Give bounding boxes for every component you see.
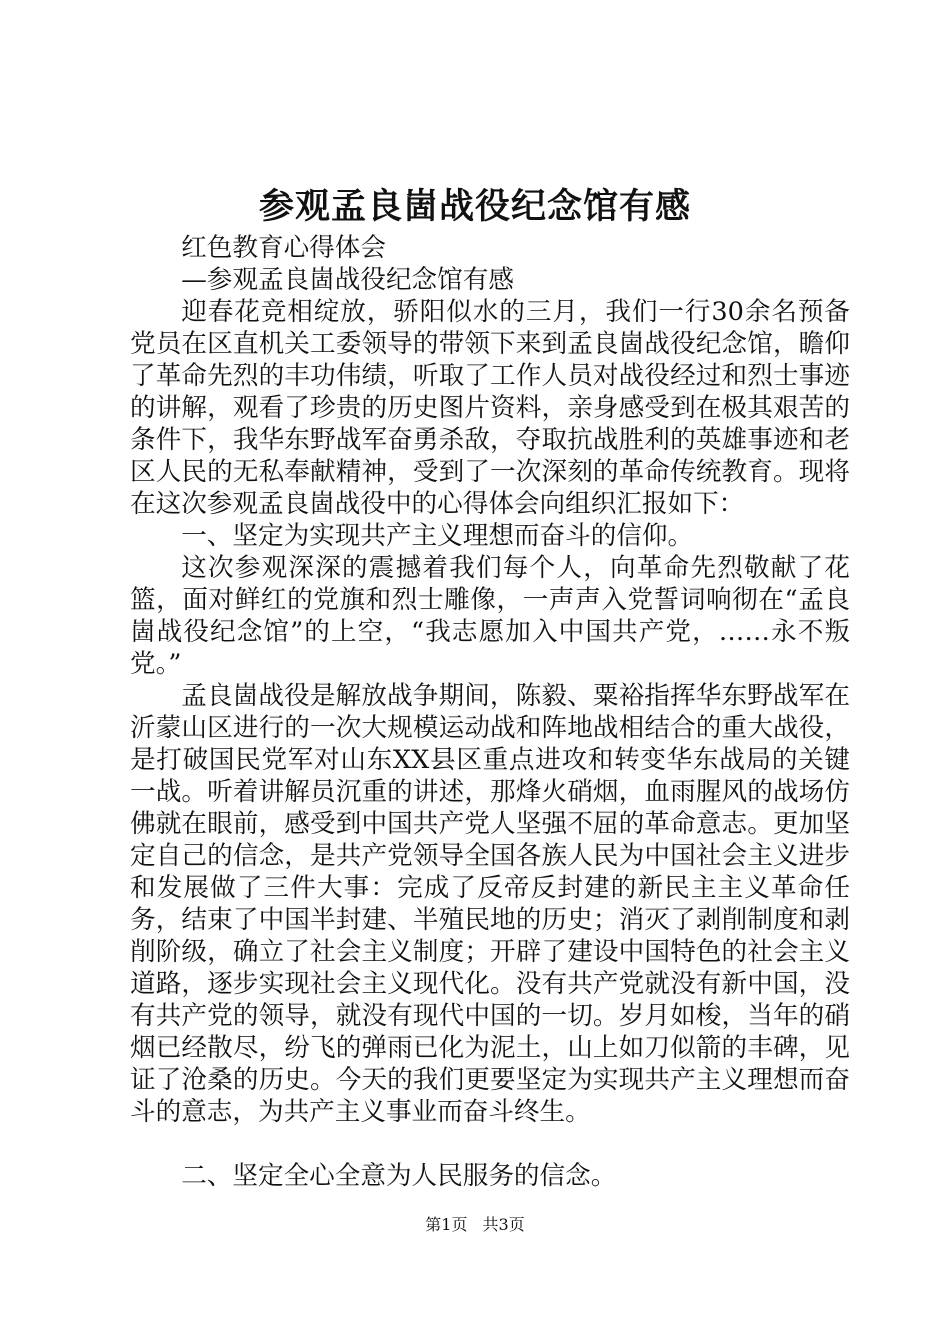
document-title: 参观孟良崮战役纪念馆有感 (258, 186, 691, 227)
body-paragraph: 迎春花竞相绽放，骄阳似水的三月，我们一行30余名预备党员在区直机关工委领导的带领下来到孟良崮战役纪念馆，瞻仰了革命先烈的丰功伟绩，听取了工作人员对战役经过和烈士事迹的讲解，观看了珍贵的历史图片资料，亲身感受到在极其艰苦的条件下，我华东野战军奋勇杀敌，夺取抗战胜利的英雄事迹和老区人民的无私奉献精神，受到了一次深刻的革命传统教育。现将在这次参观孟良崮战役中的心得体会向组织汇报如下： (130, 297, 850, 519)
subtitle-line: —参观孟良崮战役纪念馆有感 (181, 265, 514, 295)
section-heading: 二、坚定全心全意为人民服务的信念。 (181, 1161, 617, 1191)
subtitle-line: 红色教育心得体会 (181, 233, 386, 263)
body-paragraph: 这次参观深深的震撼着我们每个人，向革命先烈敬献了花篮，面对鲜红的党旗和烈士雕像，一声声入党誓词响彻在“孟良崮战役纪念馆”的上空，“我志愿加入中国共产党，……永不叛党。” (130, 553, 850, 679)
document-body (130, 232, 850, 1192)
page-footer (0, 1213, 950, 1237)
page-number: 第1页 (425, 1215, 468, 1234)
page-total: 共3页 (482, 1215, 525, 1234)
body-paragraph: 孟良崮战役是解放战争期间，陈毅、粟裕指挥华东野战军在沂蒙山区进行的一次大规模运动战和阵地战相结合的重大战役，是打破国民党军对山东XX县区重点进攻和转变华东战局的关键一战。听着讲解员沉重的讲述，那烽火硝烟，血雨腥风的战场仿佛就在眼前，感受到中国共产党人坚强不屈的革命意志。更加坚定自己的信念，是共产党领导全国各族人民为中国社会主义进步和发展做了三件大事：完成了反帝反封建的新民主主义革命任务，结束了中国半封建、半殖民地的历史；消灭了剥削制度和剥削阶级，确立了社会主义制度；开辟了建设中国特色的社会主义道路，逐步实现社会主义现代化。没有共产党就没有新中国，没有共产党的领导，就没有现代中国的一切。岁月如梭，当年的硝烟已经散尽，纷飞的弹雨已化为泥土，山上如刀似箭的丰碑，见证了沧桑的历史。今天的我们更要坚定为实现共产主义理想而奋斗的意志，为共产主义事业而奋斗终生。 (130, 681, 850, 1127)
section-heading: 一、坚定为实现共产主义理想而奋斗的信仰。 (181, 521, 694, 551)
